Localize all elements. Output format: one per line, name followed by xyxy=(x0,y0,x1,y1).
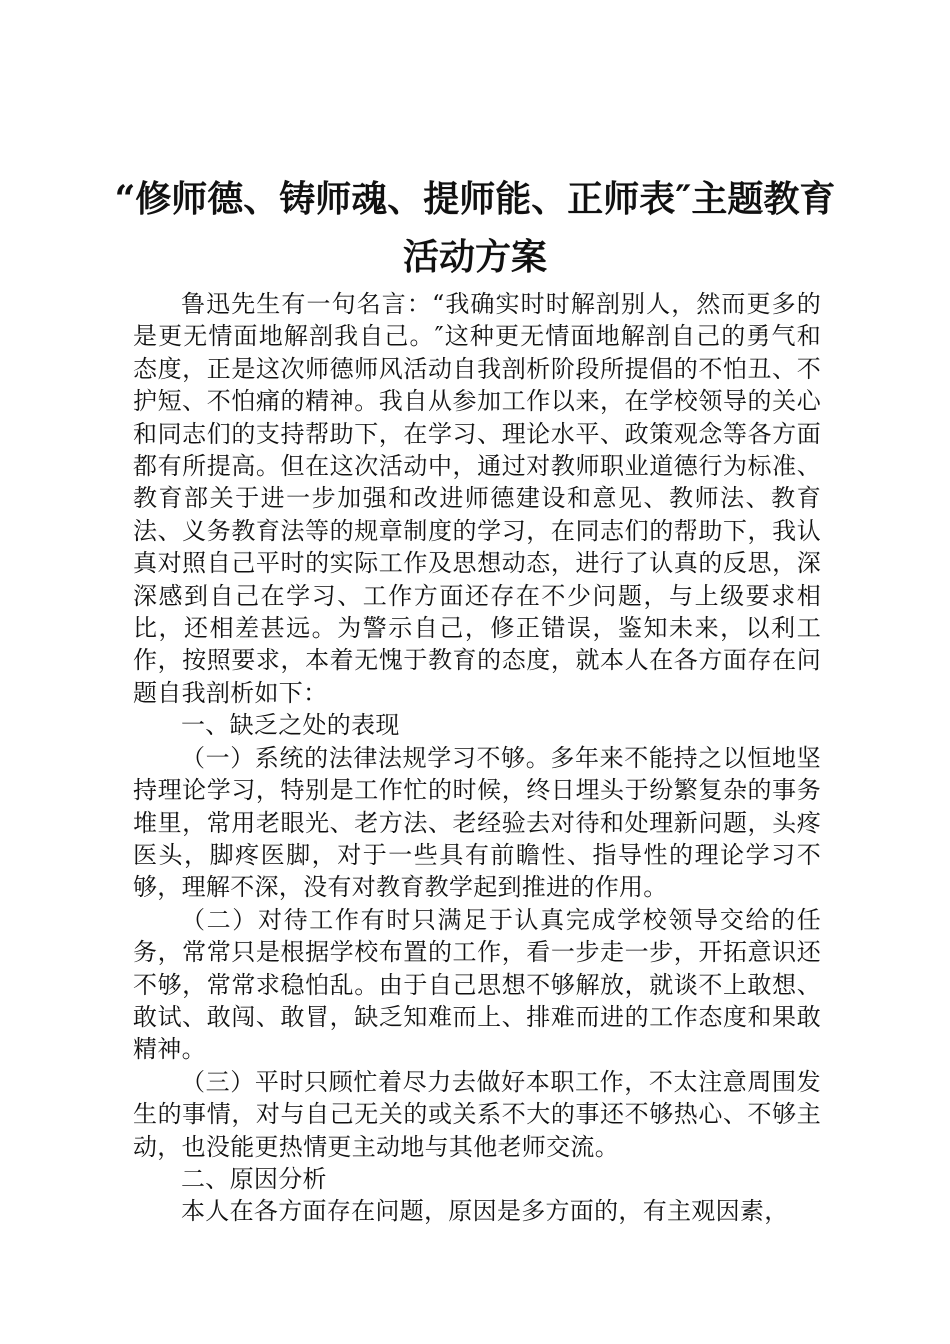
paragraph-intro: 鲁迅先生有一句名言：“我确实时时解剖别人，然而更多的是更无情面地解剖我自己。″这种更无情面地解剖自己的勇气和态度，正是这次师德师风活动自我剖析阶段所提倡的不怕丑、不护短、不怕痛的精神。我自从参加工作以来，在学校领导的关心和同志们的支持帮助下，在学习、理论水平、政策观念等各方面都有所提高。但在这次活动中，通过对教师职业道德行为标准、教育部关于进一步加强和改进师德建设和意见、教师法、教育法、义务教育法等的规章制度的学习，在同志们的帮助下，我认真对照自己平时的实际工作及思想动态，进行了认真的反思，深深感到自己在学习、工作方面还存在不少问题，与上级要求相比，还相差甚远。为警示自己，修正错误，鉴知未来，以利工作，按照要求，本着无愧于教育的态度，就本人在各方面存在问题自我剖析如下： xyxy=(133,290,821,707)
paragraph-point-2: （二）对待工作有时只满足于认真完成学校领导交给的任务，常常只是根据学校布置的工作，看一步走一步，开拓意识还不够，常常求稳怕乱。由于自己思想不够解放，就谈不上敢想、敢试、敢闯、敢冒，缺乏知难而上、排难而进的工作态度和果敢精神。 xyxy=(133,905,821,1064)
document-body xyxy=(133,288,821,1228)
document-title: “修师德、铸师魂、提师能、正师表″主题教育活动方案 xyxy=(114,178,836,278)
paragraph-point-3: （三）平时只顾忙着尽力去做好本职工作，不太注意周围发生的事情，对与自己无关的或关系不大的事还不够热心、不够主动，也没能更热情更主动地与其他老师交流。 xyxy=(133,1067,821,1161)
section-heading-shortcomings: 一、缺乏之处的表现 xyxy=(181,711,400,740)
section-heading-causes: 二、原因分析 xyxy=(181,1164,327,1193)
paragraph-causes: 本人在各方面存在问题，原因是多方面的，有主观因素， xyxy=(181,1197,789,1226)
paragraph-point-1: （一）系统的法律法规学习不够。多年来不能持之以恒地坚持理论学习，特别是工作忙的时候，终日埋头于纷繁复杂的事务堆里，常用老眼光、老方法、老经验去对待和处理新问题，头疼医头，脚疼医脚，对于一些具有前瞻性、指导性的理论学习不够，理解不深，没有对教育教学起到推进的作用。 xyxy=(133,743,821,902)
